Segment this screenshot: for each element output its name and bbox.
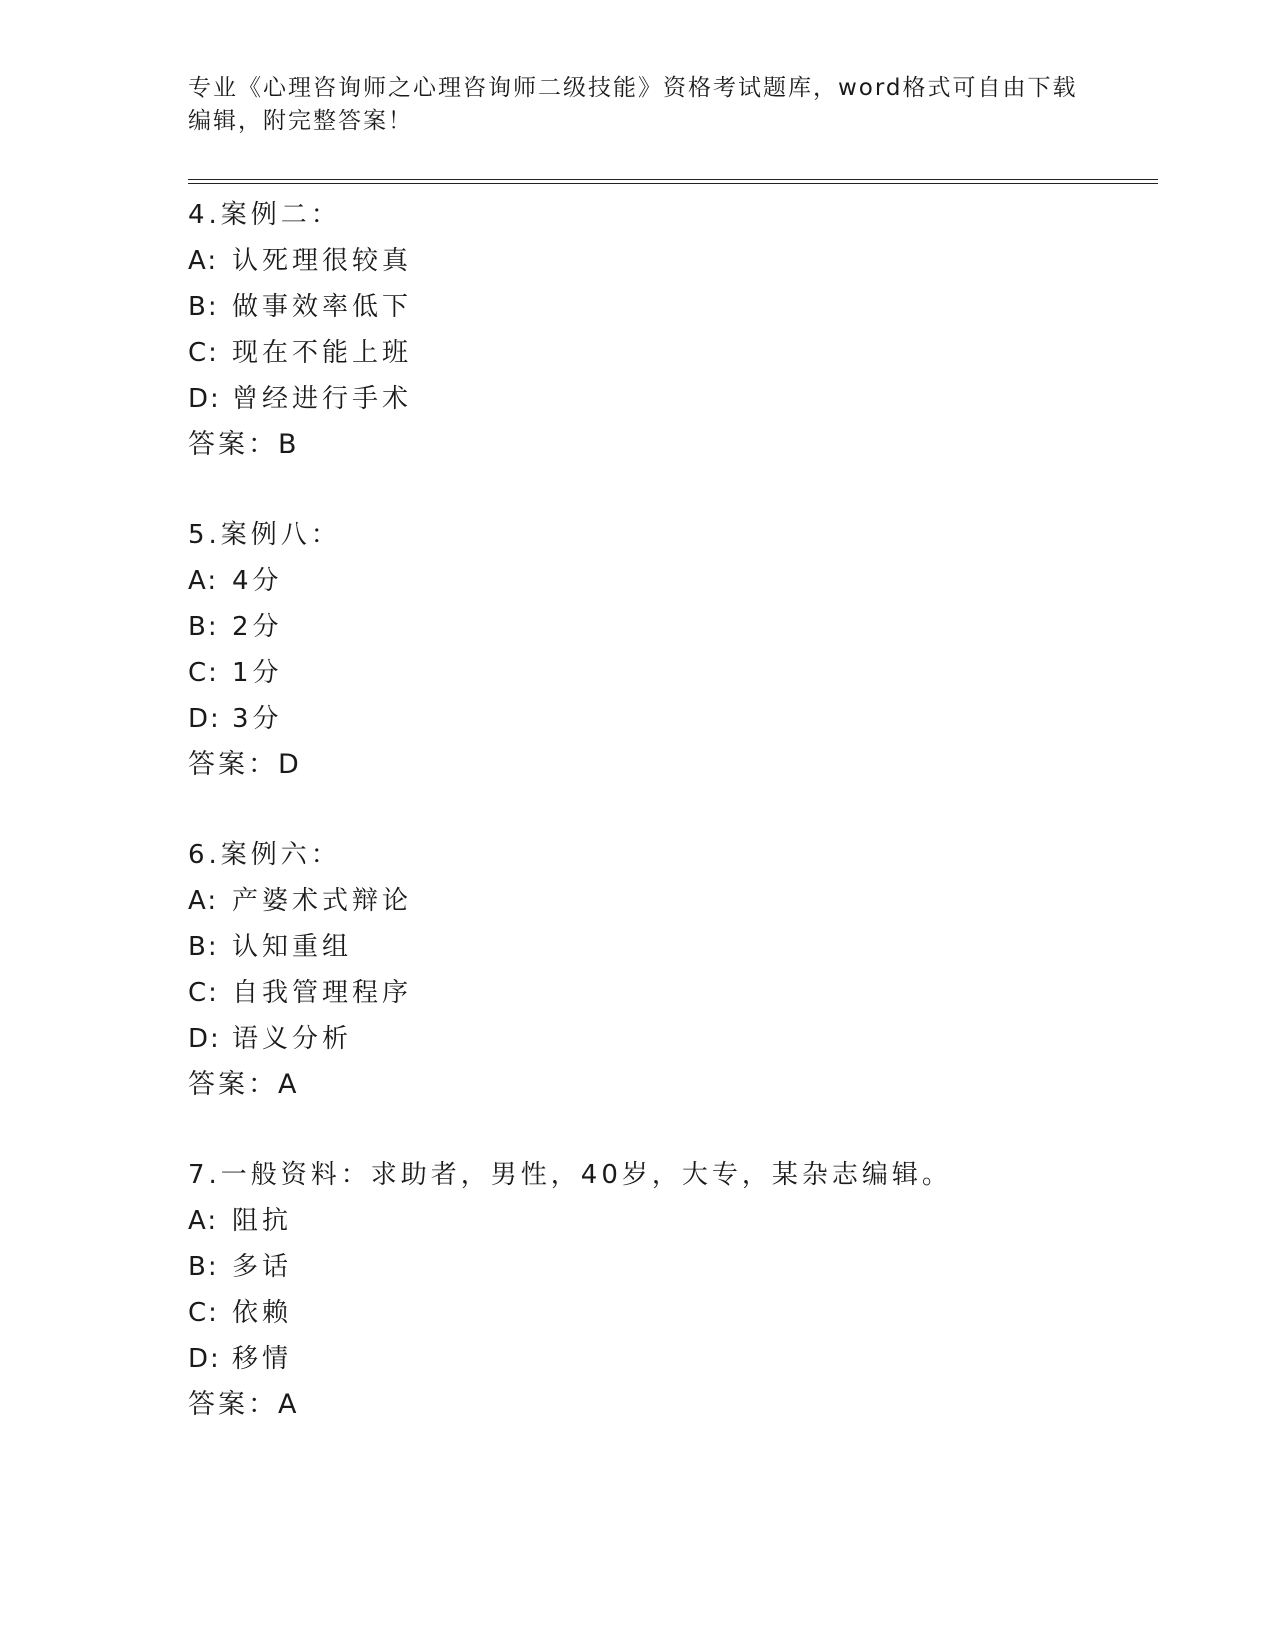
option-letter: C: — [188, 978, 219, 1008]
option-a — [188, 878, 1138, 924]
option-letter: A: — [188, 566, 219, 596]
option-letter: A: — [188, 246, 219, 276]
option-text: 阻抗 — [232, 1206, 293, 1236]
option-letter: C: — [188, 1298, 219, 1328]
answer-line: 答案：A — [188, 1389, 300, 1420]
answer-line: 答案：A — [188, 1069, 300, 1100]
question-title: 5.案例八： — [188, 520, 341, 550]
option-letter: B: — [188, 292, 219, 322]
option-a — [188, 238, 1138, 284]
option-text: 移情 — [232, 1344, 293, 1374]
option-b — [188, 1244, 1138, 1290]
option-b — [188, 284, 1138, 330]
question-title: 6.案例六： — [188, 840, 341, 870]
option-d — [188, 1016, 1138, 1062]
question-block — [188, 512, 1138, 788]
option-text: 做事效率低下 — [232, 292, 413, 322]
option-c — [188, 970, 1138, 1016]
option-a — [188, 1198, 1138, 1244]
option-text: 现在不能上班 — [232, 338, 413, 368]
option-text: 语义分析 — [232, 1024, 353, 1054]
option-letter: D: — [188, 1024, 221, 1054]
question-block — [188, 1152, 1138, 1428]
option-text: 4分 — [232, 566, 283, 596]
option-letter: B: — [188, 1252, 219, 1282]
option-a — [188, 558, 1138, 604]
header-divider-top — [188, 179, 1158, 180]
option-text: 认知重组 — [232, 932, 353, 962]
option-text: 1分 — [232, 658, 283, 688]
option-d — [188, 696, 1138, 742]
option-text: 依赖 — [232, 1298, 293, 1328]
option-letter: B: — [188, 932, 219, 962]
option-d — [188, 376, 1138, 422]
option-text: 认死理很较真 — [232, 246, 413, 276]
option-letter: D: — [188, 1344, 221, 1374]
option-b — [188, 604, 1138, 650]
option-text: 曾经进行手术 — [232, 384, 413, 414]
option-d — [188, 1336, 1138, 1382]
question-title: 7.一般资料：求助者，男性，40岁，大专，某杂志编辑。 — [188, 1160, 952, 1190]
option-c — [188, 1290, 1138, 1336]
option-text: 多话 — [232, 1252, 293, 1282]
option-letter: A: — [188, 886, 219, 916]
option-text: 3分 — [232, 704, 283, 734]
option-c — [188, 330, 1138, 376]
question-block — [188, 832, 1138, 1108]
option-b — [188, 924, 1138, 970]
option-letter: D: — [188, 704, 221, 734]
option-letter: C: — [188, 338, 219, 368]
question-title: 4.案例二： — [188, 200, 341, 230]
option-letter: C: — [188, 658, 219, 688]
header-line-2: 编辑，附完整答案！ — [188, 108, 413, 134]
option-text: 自我管理程序 — [232, 978, 413, 1008]
question-block — [188, 192, 1138, 468]
option-letter: A: — [188, 1206, 219, 1236]
document-header — [188, 72, 1088, 138]
option-letter: B: — [188, 612, 219, 642]
header-divider-bottom — [188, 183, 1158, 184]
answer-line: 答案：D — [188, 749, 302, 780]
option-letter: D: — [188, 384, 221, 414]
option-c — [188, 650, 1138, 696]
answer-line: 答案：B — [188, 429, 300, 460]
header-line-1: 专业《心理咨询师之心理咨询师二级技能》资格考试题库，word格式可自由下载 — [188, 75, 1078, 101]
option-text: 产婆术式辩论 — [232, 886, 413, 916]
option-text: 2分 — [232, 612, 283, 642]
